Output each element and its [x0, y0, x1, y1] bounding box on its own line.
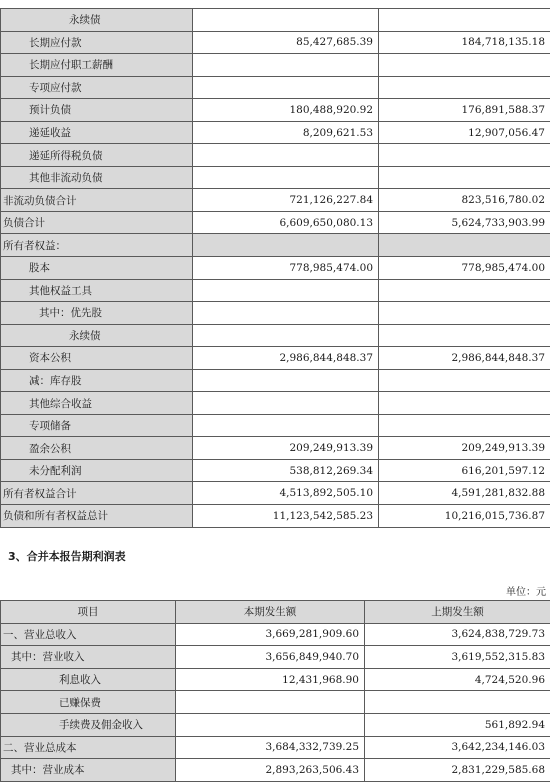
row-label: 其中：营业收入 — [1, 646, 176, 669]
row-label: 手续费及佣金收入 — [1, 713, 176, 736]
row-label: 负债和所有者权益总计 — [1, 505, 193, 528]
row-label: 长期应付款 — [1, 31, 193, 54]
table-row — [1, 211, 550, 234]
table-row — [1, 347, 550, 370]
prior-value: 4,724,520.96 — [365, 668, 550, 691]
row-label: 盈余公积 — [1, 437, 193, 460]
column-header-prior: 上期发生额 — [365, 601, 550, 624]
row-label: 永续债 — [1, 324, 193, 347]
row-label: 专项储备 — [1, 414, 193, 437]
column-header-current: 本期发生额 — [176, 601, 365, 624]
prior-value: 209,249,913.39 — [379, 437, 550, 460]
current-value: 180,488,920.92 — [193, 99, 379, 122]
unit-label: 单位：元 — [506, 587, 546, 598]
table-row — [1, 414, 550, 437]
row-label: 其中：优先股 — [1, 302, 193, 325]
prior-value — [379, 9, 550, 32]
prior-value: 184,718,135.18 — [379, 31, 550, 54]
current-value: 3,669,281,909.60 — [176, 623, 365, 646]
prior-value: 4,591,281,832.88 — [379, 482, 550, 505]
current-value — [193, 166, 379, 189]
current-value: 4,513,892,505.10 — [193, 482, 379, 505]
table-row — [1, 646, 550, 669]
row-label: 减：库存股 — [1, 369, 193, 392]
table-row — [1, 121, 550, 144]
current-value: 12,431,968.90 — [176, 668, 365, 691]
table-row — [1, 369, 550, 392]
prior-value — [379, 279, 550, 302]
prior-value: 176,891,588.37 — [379, 99, 550, 122]
row-label: 永续债 — [1, 9, 193, 32]
prior-value — [379, 392, 550, 415]
current-value — [193, 234, 379, 257]
income-statement-table — [0, 600, 550, 782]
row-label: 负债合计 — [1, 211, 193, 234]
table-row — [1, 54, 550, 77]
row-label: 其中：营业成本 — [1, 759, 176, 782]
table-row — [1, 482, 550, 505]
row-label: 长期应付职工薪酬 — [1, 54, 193, 77]
table-row — [1, 166, 550, 189]
row-label: 资本公积 — [1, 347, 193, 370]
row-label: 未分配利润 — [1, 459, 193, 482]
row-label: 其他非流动负债 — [1, 166, 193, 189]
row-label: 股本 — [1, 257, 193, 280]
row-label: 其他综合收益 — [1, 392, 193, 415]
prior-value — [379, 324, 550, 347]
row-label: 专项应付款 — [1, 76, 193, 99]
current-value — [193, 369, 379, 392]
table-row — [1, 144, 550, 167]
table-row — [1, 31, 550, 54]
row-label: 一、营业总收入 — [1, 623, 176, 646]
current-value: 209,249,913.39 — [193, 437, 379, 460]
balance-sheet-table — [0, 8, 550, 528]
row-label: 递延所得税负债 — [1, 144, 193, 167]
row-label: 递延收益 — [1, 121, 193, 144]
current-value: 2,986,844,848.37 — [193, 347, 379, 370]
prior-value — [379, 414, 550, 437]
prior-value — [379, 76, 550, 99]
table-row — [1, 99, 550, 122]
current-value — [193, 54, 379, 77]
row-label: 二、营业总成本 — [1, 736, 176, 759]
current-value — [193, 392, 379, 415]
current-value: 3,656,849,940.70 — [176, 646, 365, 669]
row-label: 已赚保费 — [1, 691, 176, 714]
prior-value — [379, 54, 550, 77]
current-value: 85,427,685.39 — [193, 31, 379, 54]
current-value: 6,609,650,080.13 — [193, 211, 379, 234]
prior-value: 616,201,597.12 — [379, 459, 550, 482]
current-value: 721,126,227.84 — [193, 189, 379, 212]
table-row — [1, 713, 550, 736]
prior-value — [379, 166, 550, 189]
current-value — [193, 279, 379, 302]
row-label: 利息收入 — [1, 668, 176, 691]
table-row — [1, 668, 550, 691]
table-row — [1, 257, 550, 280]
prior-value: 5,624,733,903.99 — [379, 211, 550, 234]
prior-value: 823,516,780.02 — [379, 189, 550, 212]
table-row — [1, 459, 550, 482]
table-row — [1, 189, 550, 212]
prior-value: 561,892.94 — [365, 713, 550, 736]
current-value — [193, 9, 379, 32]
row-label: 非流动负债合计 — [1, 189, 193, 212]
table-row — [1, 623, 550, 646]
prior-value: 3,624,838,729.73 — [365, 623, 550, 646]
current-value: 538,812,269.34 — [193, 459, 379, 482]
table-row — [1, 505, 550, 528]
table-row — [1, 324, 550, 347]
column-header-item: 项目 — [1, 601, 176, 624]
prior-value — [379, 369, 550, 392]
table-row — [1, 9, 550, 32]
prior-value — [379, 144, 550, 167]
table-row — [1, 234, 550, 257]
section-title: 3、合并本报告期利润表 — [8, 550, 126, 563]
prior-value: 2,831,229,585.68 — [365, 759, 550, 782]
row-label: 预计负债 — [1, 99, 193, 122]
current-value — [176, 713, 365, 736]
prior-value: 12,907,056.47 — [379, 121, 550, 144]
row-label: 所有者权益： — [1, 234, 193, 257]
current-value: 2,893,263,506.43 — [176, 759, 365, 782]
table-row — [1, 759, 550, 782]
table-row — [1, 76, 550, 99]
prior-value: 10,216,015,736.87 — [379, 505, 550, 528]
table-row — [1, 302, 550, 325]
table-row — [1, 437, 550, 460]
table-header-row — [1, 601, 550, 624]
table-row — [1, 691, 550, 714]
current-value — [193, 144, 379, 167]
current-value — [193, 324, 379, 347]
table-row — [1, 736, 550, 759]
current-value — [193, 414, 379, 437]
prior-value: 3,642,234,146.03 — [365, 736, 550, 759]
table-row — [1, 279, 550, 302]
prior-value — [365, 691, 550, 714]
current-value: 11,123,542,585.23 — [193, 505, 379, 528]
current-value: 778,985,474.00 — [193, 257, 379, 280]
prior-value — [379, 302, 550, 325]
row-label: 其他权益工具 — [1, 279, 193, 302]
prior-value: 778,985,474.00 — [379, 257, 550, 280]
prior-value: 2,986,844,848.37 — [379, 347, 550, 370]
prior-value — [379, 234, 550, 257]
prior-value: 3,619,552,315.83 — [365, 646, 550, 669]
current-value — [193, 76, 379, 99]
current-value: 8,209,621.53 — [193, 121, 379, 144]
current-value — [193, 302, 379, 325]
row-label: 所有者权益合计 — [1, 482, 193, 505]
current-value: 3,684,332,739.25 — [176, 736, 365, 759]
current-value — [176, 691, 365, 714]
table-row — [1, 392, 550, 415]
